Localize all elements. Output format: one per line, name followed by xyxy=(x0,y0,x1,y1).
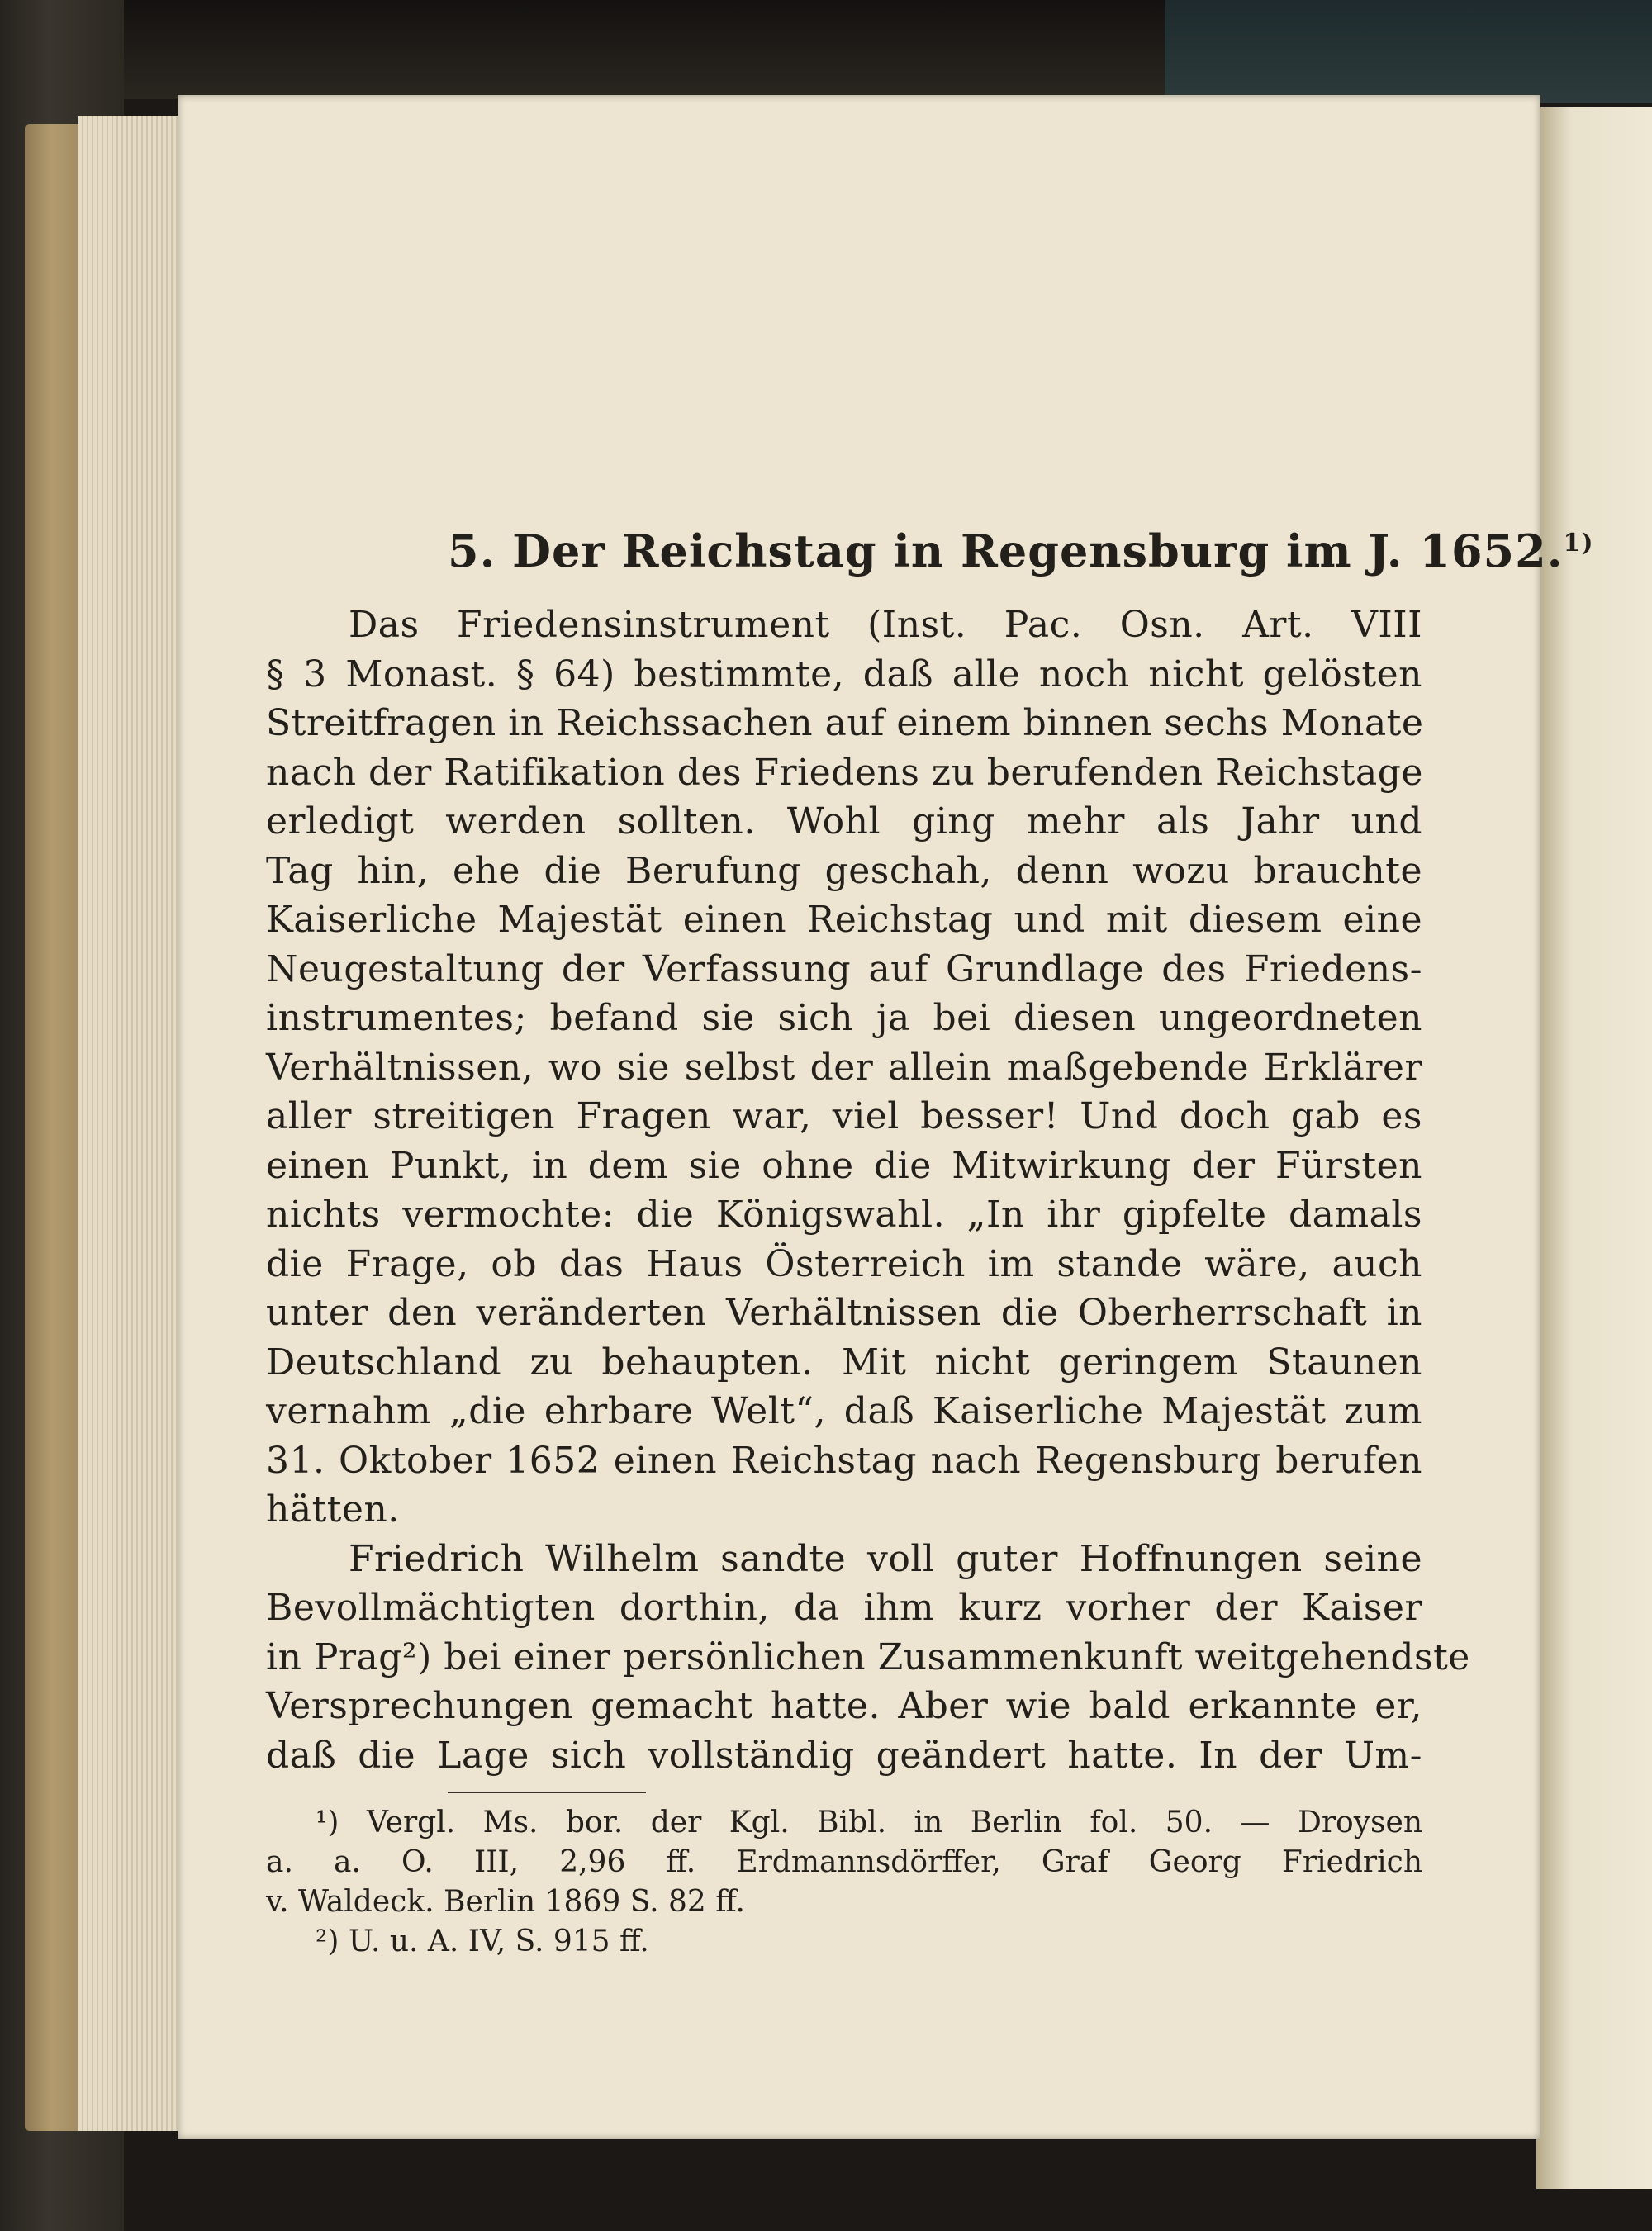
text-line: § 3 Monast. § 64) bestimmte, daß alle noch nicht gelösten xyxy=(266,653,1422,695)
text-line: die Frage, ob das Haus Österreich im stande wäre, auch xyxy=(266,1242,1422,1285)
section-heading xyxy=(448,525,1594,577)
footnote-line: ²) U. u. A. IV, S. 915 ff. xyxy=(316,1925,649,1958)
page-edges xyxy=(78,116,186,2131)
text-line: Versprechungen gemacht hatte. Aber wie bald erkannte er, xyxy=(266,1685,1422,1727)
text-line: nach der Ratifikation des Friedens zu berufenden Reichstage xyxy=(266,751,1423,794)
footnote-line: a. a. O. III, 2,96 ff. Erdmannsdörffer, Graf Georg Friedrich xyxy=(266,1845,1422,1879)
text-line: erledigt werden sollten. Wohl ging mehr als Jahr und xyxy=(266,800,1422,843)
text-line: vernahm „die ehrbare Welt“, daß Kaiserliche Majestät zum xyxy=(266,1390,1422,1432)
text-line: unter den veränderten Verhältnissen die Oberherrschaft in xyxy=(266,1292,1422,1334)
page-content xyxy=(266,500,1594,1962)
footnote-2 xyxy=(266,1922,1422,1962)
footnote-line: ¹) Vergl. Ms. bor. der Kgl. Bibl. in Berlin fol. 50. — Droysen xyxy=(316,1806,1422,1839)
text-line: daß die Lage sich vollständig geändert hatte. In der Um- xyxy=(266,1734,1422,1777)
facing-page-edge xyxy=(1536,107,1652,2189)
text-line: aller streitigen Fragen war, viel besser! Und doch gab es xyxy=(266,1095,1422,1137)
heading-text: 5. Der Reichstag in Regensburg im J. 1652. xyxy=(448,525,1564,577)
footnote-separator xyxy=(448,1792,646,1793)
footnote-line: v. Waldeck. Berlin 1869 S. 82 ff. xyxy=(266,1885,745,1919)
text-line: instrumentes; befand sie sich ja bei diesen ungeordneten xyxy=(266,997,1422,1039)
text-line: nichts vermochte: die Königswahl. „In ihr gipfelte damals xyxy=(266,1194,1422,1236)
text-line: 31. Oktober 1652 einen Reichstag nach Regensburg berufen xyxy=(266,1439,1422,1482)
paragraph-2 xyxy=(266,1535,1470,1781)
text-line: Friedrich Wilhelm sandte voll guter Hoffnungen seine xyxy=(349,1537,1422,1580)
text-line: Kaiserliche Majestät einen Reichstag und mit diesem eine xyxy=(266,899,1422,941)
text-line: Das Friedensinstrument (Inst. Pac. Osn. Art. VIII xyxy=(349,604,1422,646)
paragraph-1 xyxy=(266,600,1422,1535)
footnote-1 xyxy=(266,1803,1422,1922)
text-line: Tag hin, ehe die Berufung geschah, denn wozu brauchte xyxy=(266,849,1422,892)
text-line: in Prag²) bei einer persönlichen Zusammenkunft weitgehendste xyxy=(266,1635,1470,1678)
text-line: hätten. xyxy=(266,1488,400,1531)
book-cloth-top xyxy=(1165,0,1652,103)
text-line: Neugestaltung der Verfassung auf Grundlage des Friedens- xyxy=(266,947,1422,990)
heading-note-mark: 1) xyxy=(1563,529,1594,558)
text-line: Streitfragen in Reichssachen auf einem binnen sechs Monate xyxy=(266,702,1424,744)
text-line: einen Punkt, in dem sie ohne die Mitwirkung der Fürsten xyxy=(266,1144,1422,1187)
text-line: Bevollmächtigten dorthin, da ihm kurz vorher der Kaiser xyxy=(266,1587,1422,1629)
text-line: Verhältnissen, wo sie selbst der allein maßgebende Erklärer xyxy=(266,1046,1422,1089)
text-line: Deutschland zu behaupten. Mit nicht geringem Staunen xyxy=(266,1341,1422,1384)
